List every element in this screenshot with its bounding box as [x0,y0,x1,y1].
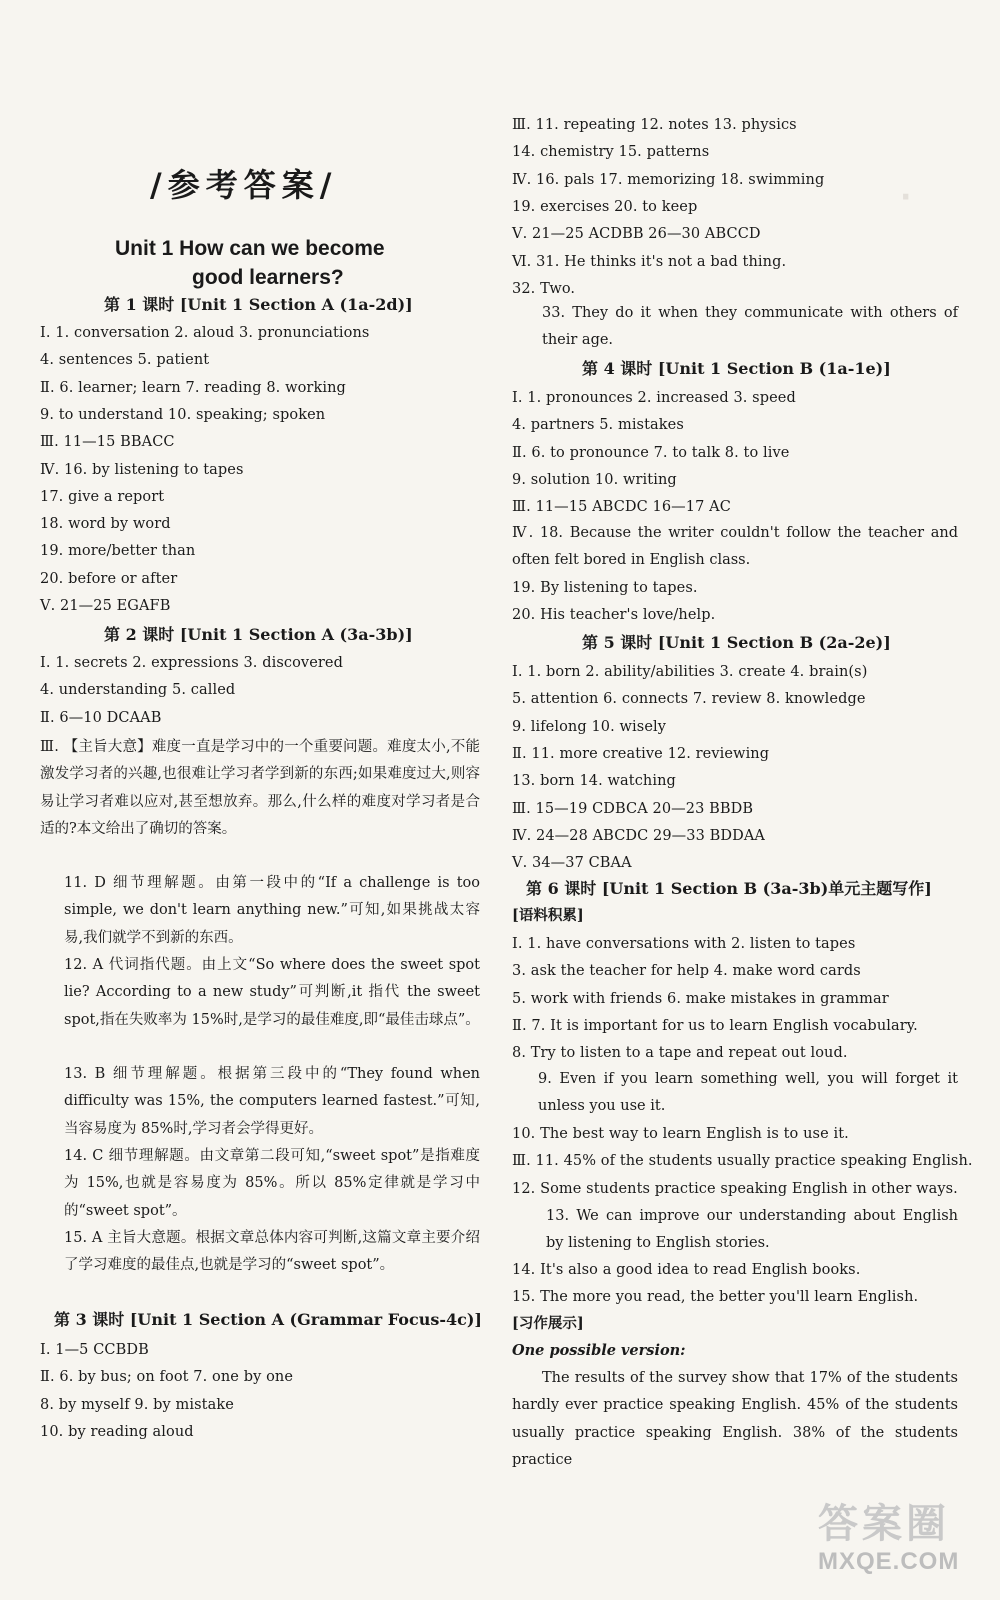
answer-line: 8. by myself 9. by mistake [40,1396,234,1413]
unit-title [115,234,415,292]
answer-line: Ⅳ. 16. by listening to tapes [40,461,244,478]
watermark-logo-text: 答案圈 [818,1501,950,1547]
answer-line: Ⅵ. 31. He thinks it's not a bad thing. [512,253,787,270]
lesson-heading: 第 1 课时 [Unit 1 Section A (1a-2d)] [104,295,413,314]
answer-line: 4. sentences 5. patient [40,352,210,369]
answer-line: 14. It's also a good idea to read English books. [512,1262,861,1278]
answer-line: Ⅳ. 24—28 ABCDC 29—33 BDDAA [512,827,765,844]
explanation-paragraph: 12. A 代词指代题。由上文“So where does the sweet spot lie? According to a new study”可判断,it 指代 the sweet spot,指在失败率为 15%时,是学习的最佳难度,即“最佳击球点”。 [64,957,480,1028]
lesson-heading: 第 3 课时 [Unit 1 Section A (Grammar Focus-4c)] [54,1310,483,1329]
explanation-paragraph: 11. D 细节理解题。由第一段中的“If a challenge is too simple, we don't learn anything new.”可知,如果挑战太容易,我们就学不到新的东西。 [64,875,480,946]
answer-line: Ⅱ. 6. learner; learn 7. reading 8. working [40,379,346,396]
answer-line: 5. attention 6. connects 7. review 8. knowledge [512,691,866,708]
unit-title-line1: Unit 1 How can we become [115,237,385,260]
answer-line: Ⅰ. 1. secrets 2. expressions 3. discovered [40,655,343,671]
answer-line: 3. ask the teacher for help 4. make word cards [512,963,861,980]
answer-line: Ⅰ. 1—5 CCBDB [40,1342,149,1358]
answer-line: Ⅴ. 21—25 EGAFB [40,598,171,614]
answer-line: Ⅳ. 16. pals 17. memorizing 18. swimming [512,171,825,188]
lesson-heading: 第 5 课时 [Unit 1 Section B (2a-2e)] [582,633,891,652]
answer-line: Ⅴ. 21—25 ACDBB 26—30 ABCCD [512,226,761,243]
answer-line: 5. work with friends 6. make mistakes in grammar [512,990,889,1007]
lesson-heading: 第 6 课时 [Unit 1 Section B (3a-3b)单元主题写作] [526,879,932,898]
answer-line: Ⅰ. 1. born 2. ability/abilities 3. create 4. brain(s) [512,664,868,680]
explanation-paragraph: 14. C 细节理解题。由文章第二段可知,“sweet spot”是指难度为 15%,也就是容易度为 85%。所以 85%定律就是学习中的“sweet spot”。 [64,1148,480,1219]
answer-line: Ⅰ. 1. have conversations with 2. listen to tapes [512,936,856,952]
answer-line: 14. chemistry 15. patterns [512,144,710,161]
lesson-heading: 第 2 课时 [Unit 1 Section A (3a-3b)] [104,625,413,644]
summary-paragraph: Ⅲ. 【主旨大意】难度一直是学习中的一个重要问题。难度太小,不能激发学习者的兴趣,也很难让学习者学到新的东西;如果难度过大,则容易让学习者难以应对,甚至想放弃。那么,什么样的难度对学习者是合适的?本文给出了确切的答案。 [40,739,480,837]
essay-paragraph: The results of the survey show that 17% of the students hardly ever practice speaking English. 45% of the students usually practice speaking English. 38% of the students practice [512,1370,958,1468]
answer-line: Ⅱ. 6—10 DCAAB [40,709,162,726]
watermark-site-text: MXQE.COM [818,1548,960,1575]
answer-line: 9. to understand 10. speaking; spoken [40,406,326,423]
answer-line: 9. solution 10. writing [512,471,677,488]
answer-line: Ⅱ. 6. by bus; on foot 7. one by one [40,1369,294,1386]
answer-paragraph: 13. We can improve our understanding about English by listening to English stories. [546,1208,958,1252]
version-label: One possible version: [512,1342,686,1359]
answer-line: 13. born 14. watching [512,773,676,790]
answer-line: 4. understanding 5. called [40,682,236,699]
answer-line: 8. Try to listen to a tape and repeat out loud. [512,1045,848,1062]
section-tag: [习作展示] [512,1315,584,1332]
section-tag: [语料积累] [512,907,584,924]
page-title: /参考答案/ [150,166,338,204]
answer-line: 20. before or after [40,570,178,587]
answer-line: Ⅲ. 15—19 CDBCA 20—23 BBDB [512,800,754,817]
answer-line: 18. word by word [40,516,171,533]
answer-line: 32. Two. [512,280,576,297]
answer-line: Ⅰ. 1. conversation 2. aloud 3. pronunciations [40,325,370,341]
answer-line: 10. by reading aloud [40,1423,194,1440]
answer-paragraph: 33. They do it when they communicate with others of their age. [542,305,958,349]
answer-line: 17. give a report [40,488,165,505]
bleed-through-mark: · [900,180,912,215]
answer-line: Ⅲ. 11—15 BBACC [40,434,175,451]
answer-line: 9. lifelong 10. wisely [512,718,667,735]
answer-paragraph: 9. Even if you learn something well, you will forget it unless you use it. [538,1071,958,1115]
answer-paragraph: Ⅳ. 18. Because the writer couldn't follow the teacher and often felt bored in English class. [512,525,958,569]
answer-line: Ⅲ. 11. 45% of the students usually practice speaking English. [512,1153,973,1170]
answer-line: Ⅱ. 7. It is important for us to learn English vocabulary. [512,1017,918,1034]
answer-line: Ⅲ. 11. repeating 12. notes 13. physics [512,117,797,133]
answer-line: Ⅰ. 1. pronounces 2. increased 3. speed [512,390,796,406]
answer-line: Ⅴ. 34—37 CBAA [512,855,632,872]
explanation-paragraph: 15. A 主旨大意题。根据文章总体内容可判断,这篇文章主要介绍了学习难度的最佳点,也就是学习的“sweet spot”。 [64,1230,480,1274]
lesson-heading: 第 4 课时 [Unit 1 Section B (1a-1e)] [582,359,891,378]
answer-line: 4. partners 5. mistakes [512,417,684,434]
answer-line: Ⅱ. 6. to pronounce 7. to talk 8. to live [512,444,790,461]
answer-line: 19. By listening to tapes. [512,580,698,596]
explanation-paragraph: 13. B 细节理解题。根据第三段中的“They found when difficulty was 15%, the computers learned fastest.”可知,当容易度为 85%时,学习者会学得更好。 [64,1066,480,1137]
answer-line: 10. The best way to learn English is to use it. [512,1126,849,1142]
answer-line: 19. more/better than [40,543,196,560]
answer-line: 19. exercises 20. to keep [512,198,698,215]
answer-line: 15. The more you read, the better you'll learn English. [512,1289,919,1306]
unit-title-line2: good learners? [192,266,344,289]
answer-line: Ⅱ. 11. more creative 12. reviewing [512,745,770,762]
answer-line: 20. His teacher's love/help. [512,607,716,624]
answer-line: Ⅲ. 11—15 ABCDC 16—17 AC [512,499,731,516]
answer-line: 12. Some students practice speaking English in other ways. [512,1180,958,1197]
